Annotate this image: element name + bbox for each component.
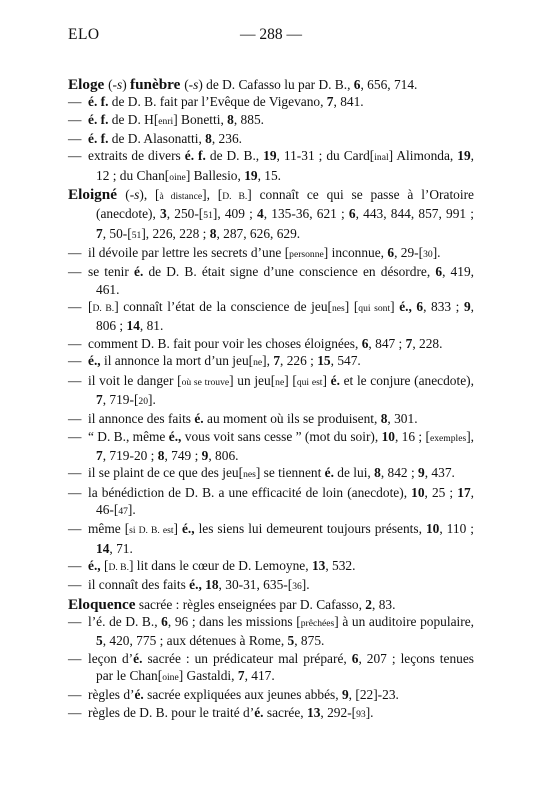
entry-text: ne: [253, 357, 263, 369]
entry-text: [: [88, 299, 93, 315]
entry-text: enri: [158, 115, 174, 127]
entry-dash: —: [68, 131, 82, 147]
entry-text: , 15.: [257, 167, 282, 183]
entry-text: nes: [332, 303, 345, 315]
entry-dash: —: [68, 264, 82, 280]
entry-text: ) de D. Cafasso lu par D. B.,: [198, 77, 354, 92]
headword: funèbre: [130, 76, 185, 93]
entry-text: vous voit sans cesse ” (mot du soir),: [181, 428, 382, 444]
volume-ref: é.,: [88, 557, 101, 573]
entry-text: , 443, 844, 857, 991 ;: [355, 206, 474, 222]
entry-text: 51: [203, 210, 213, 222]
volume-ref: 8: [380, 411, 388, 427]
entry-text: ]: [322, 372, 331, 388]
entry-text: , 30-31, 635-[: [218, 577, 293, 593]
entry-text: , 71.: [109, 540, 133, 556]
entry-text: inal: [374, 152, 389, 164]
entry-dash: —: [68, 650, 82, 666]
entry-text: , 135-36, 621 ;: [263, 206, 349, 222]
sub-entry: [68, 464, 474, 483]
entry-dash: —: [68, 111, 82, 127]
sub-entry: [68, 352, 474, 371]
headword-entry: [68, 596, 474, 613]
sub-entry: [68, 613, 474, 650]
volume-ref: é.,: [168, 428, 182, 444]
entry-text: ],: [262, 353, 274, 369]
entry-text: de D. H[: [108, 111, 159, 127]
sub-entry: [68, 263, 474, 298]
entry-text: comment D. B. fait pour voir les choses éloignées,: [88, 335, 362, 351]
volume-ref: é.: [194, 411, 204, 427]
volume-ref: 6: [435, 264, 443, 280]
entry-text: ]: [390, 299, 400, 315]
entry-text: , 83.: [372, 596, 396, 612]
volume-ref: 2: [365, 596, 372, 612]
entry-text: règles d’: [88, 687, 135, 703]
volume-ref: 18: [205, 577, 219, 593]
volume-ref: 7: [96, 225, 103, 241]
entry-text: si D. B. est: [129, 525, 174, 537]
headword-entry: [68, 76, 474, 93]
sub-entry: [68, 576, 474, 595]
entry-text: il connaît des faits: [88, 577, 190, 593]
entry-text: (: [108, 77, 113, 92]
entry-text: , 29-[: [394, 245, 424, 261]
entry-text: 51: [131, 229, 142, 241]
entry-text: ] Alimonda,: [388, 148, 458, 164]
entry-text: ), [: [139, 187, 160, 203]
entry-text: “ D. B., même: [88, 428, 169, 444]
entry-text: , 806.: [208, 447, 239, 463]
entry-text: , [22]-23.: [348, 687, 399, 703]
entry-text: il annonce la mort d’un jeu[: [100, 353, 254, 369]
entry-text: 47: [118, 505, 128, 517]
entry-text: oine: [169, 171, 186, 183]
entry-dash: —: [68, 299, 82, 315]
entry-text: , 50-[: [102, 225, 132, 241]
entry-text: et le conjure (anecdote),: [339, 372, 474, 388]
entry-dash: —: [68, 428, 82, 444]
entry-text: 20: [138, 395, 148, 407]
volume-ref: 14: [96, 540, 110, 556]
entry-text: de D. B.,: [205, 148, 264, 164]
volume-ref: 13: [307, 704, 321, 720]
sub-entry: [68, 686, 474, 703]
entry-text: -s: [112, 77, 123, 92]
entry-text: ] connaît ce qui se passe à l’Oratoire (anecdote),: [96, 187, 474, 222]
entry-text: se tenir: [88, 264, 134, 280]
headword: Eloge: [68, 76, 109, 93]
volume-ref: 7: [273, 353, 281, 369]
volume-ref: 7: [96, 391, 103, 407]
entry-text: ] Ballesio,: [185, 167, 245, 183]
entry-text: au moment où ils se produisent,: [203, 411, 381, 427]
entry-text: , 12 ; du Chan[: [96, 148, 474, 183]
volume-ref: 19: [457, 148, 471, 164]
volume-ref: 7: [326, 94, 334, 110]
volume-ref: é. f.: [88, 131, 109, 147]
volume-ref: é.,: [181, 521, 195, 537]
volume-ref: 9: [463, 299, 471, 315]
entry-text: (: [125, 187, 130, 203]
volume-ref: 5: [287, 633, 295, 649]
entry-text: sacrée expliquées aux jeunes abbés,: [143, 687, 342, 703]
volume-ref: 6: [361, 335, 369, 351]
entry-text: prêchées: [300, 617, 335, 629]
sub-entry: [68, 428, 474, 465]
volume-ref: 6: [161, 613, 168, 629]
sub-entry: [68, 704, 474, 723]
sub-entry: [68, 372, 474, 411]
running-head: ELO: [68, 26, 100, 43]
entry-text: , 25 ;: [424, 484, 458, 500]
entry-text: ].: [432, 245, 441, 261]
entry-text: qui est: [296, 376, 323, 388]
volume-ref: 8: [209, 225, 217, 241]
volume-ref: é.: [330, 372, 340, 388]
entry-text: ], 226, 228 ;: [141, 225, 210, 241]
sub-entry: [68, 298, 474, 335]
page-header: [68, 26, 474, 46]
sub-entry: [68, 484, 474, 521]
volume-ref: 8: [157, 447, 165, 463]
entry-text: , 806 ;: [96, 299, 474, 334]
entry-text: de D. B. fait par l’Evêque de Vigevano,: [108, 94, 327, 110]
entry-text: , 847 ;: [368, 335, 406, 351]
entry-text: , 842 ;: [380, 465, 419, 481]
entry-text: ] [: [344, 299, 359, 315]
entry-text: oine: [162, 672, 179, 683]
volume-ref: 19: [244, 167, 258, 183]
entry-text: D. B.: [108, 561, 129, 573]
sub-entry: [68, 130, 474, 147]
entry-dash: —: [68, 557, 82, 573]
volume-ref: é.: [324, 465, 334, 481]
entry-text: , 719-[: [102, 391, 139, 407]
entry-text: ): [122, 77, 131, 92]
sub-entry: [68, 335, 474, 352]
entry-text: , 841.: [333, 94, 364, 110]
entry-text: qui sont: [358, 303, 391, 315]
index-entries: [68, 76, 474, 723]
page-number: — 288 —: [240, 26, 302, 43]
entry-text: , 420, 775 ; aux détenues à Rome,: [102, 633, 288, 649]
sub-entry: [68, 520, 474, 557]
volume-ref: é.,: [88, 353, 101, 369]
sub-entry: [68, 244, 474, 263]
entry-text: , 417.: [244, 668, 275, 683]
entry-dash: —: [68, 335, 82, 351]
entry-text: ] Bonetti,: [173, 111, 228, 127]
entry-text: sacrée : règles enseignées par D. Cafasso,: [135, 596, 366, 612]
entry-dash: —: [68, 484, 82, 500]
sub-entry: [68, 111, 474, 130]
entry-text: à distance: [159, 191, 203, 203]
entry-text: de D. Alasonatti,: [108, 131, 206, 147]
volume-ref: é.: [134, 687, 144, 703]
entry-dash: —: [68, 687, 82, 703]
entry-text: de D. B. était signe d’une conscience en désordre,: [143, 264, 436, 280]
entry-text: D. B.: [92, 303, 115, 315]
volume-ref: 4: [257, 206, 264, 222]
sub-entry: [68, 410, 474, 427]
entry-text: , 532.: [325, 557, 356, 573]
entry-text: ] lit dans le cœur de D. Lemoyne,: [128, 557, 312, 573]
entry-text: ] inconnue,: [323, 245, 388, 261]
entry-text: , 301.: [387, 411, 418, 427]
entry-text: D. B.: [222, 191, 248, 203]
volume-ref: 10: [381, 428, 395, 444]
volume-ref: é. f.: [88, 94, 109, 110]
volume-ref: é.: [133, 650, 143, 666]
entry-dash: —: [68, 577, 82, 593]
entry-dash: —: [68, 704, 82, 720]
volume-ref: é. f.: [184, 148, 206, 164]
volume-ref: 7: [237, 668, 245, 683]
entry-text: , 228.: [412, 335, 443, 351]
volume-ref: 3: [160, 206, 167, 222]
entry-text: ].: [148, 391, 156, 407]
volume-ref: 10: [411, 484, 425, 500]
entry-text: (: [184, 77, 189, 92]
entry-text: , 46-[: [96, 484, 474, 517]
entry-text: , 81.: [139, 318, 164, 334]
entry-text: , 885.: [233, 111, 264, 127]
entry-text: , 419, 461.: [96, 264, 474, 297]
entry-text: , 236.: [211, 131, 242, 147]
sub-entry: [68, 650, 474, 687]
sub-entry: [68, 557, 474, 576]
entry-dash: —: [68, 613, 82, 629]
entry-text: sacrée : un prédicateur mal préparé,: [142, 650, 352, 666]
headword: Eloquence: [68, 595, 136, 613]
volume-ref: 8: [374, 465, 381, 481]
entry-text: il annonce des faits: [88, 411, 195, 427]
entry-text: l’é. de D. B.,: [88, 613, 162, 629]
entry-text: même [: [88, 521, 130, 537]
entry-text: , 287, 626, 629.: [216, 225, 301, 241]
entry-text: ] connaît l’état de la conscience de jeu[: [114, 299, 332, 315]
entry-text: ]: [173, 521, 182, 537]
entry-text: de lui,: [333, 465, 375, 481]
entry-text: ].: [301, 577, 310, 593]
volume-ref: é.: [254, 704, 264, 720]
entry-text: [: [100, 557, 109, 573]
entry-text: leçon d’: [88, 650, 134, 666]
volume-ref: 8: [205, 131, 212, 147]
entry-text: ne: [275, 376, 285, 388]
entry-text: ] à un auditoire populaire,: [334, 613, 474, 629]
volume-ref: 17: [457, 484, 471, 500]
entry-text: , 875.: [294, 633, 325, 649]
volume-ref: 6: [416, 299, 424, 315]
entry-text: il se plaint de ce que des jeu[: [88, 465, 244, 481]
entry-dash: —: [68, 521, 82, 537]
volume-ref: 10: [425, 521, 440, 537]
entry-text: , 96 ; dans les missions [: [167, 613, 301, 629]
entry-text: , 719-20 ;: [102, 447, 158, 463]
entry-text: , 292-[: [320, 704, 357, 720]
entry-text: ],: [466, 428, 475, 444]
entry-text: , 207 ; leçons tenues par le Chan[: [96, 650, 474, 683]
entry-text: il voit le danger [: [88, 372, 182, 388]
volume-ref: 6: [353, 77, 361, 92]
entry-text: ], [: [202, 187, 223, 203]
entry-dash: —: [68, 353, 82, 369]
entry-text: personne: [289, 249, 324, 261]
volume-ref: é.: [134, 264, 144, 280]
entry-text: , 656, 714.: [360, 77, 418, 92]
volume-ref: 6: [387, 245, 395, 261]
entry-text: , 11-31 ; du Card[: [276, 148, 375, 164]
entry-text: , 547.: [330, 353, 361, 369]
entry-text: -s: [129, 187, 140, 203]
sub-entry: [68, 93, 474, 110]
entry-text: exemples: [429, 432, 467, 444]
volume-ref: 9: [418, 465, 425, 481]
entry-text: les siens lui demeurent toujours présents,: [194, 521, 426, 537]
entry-text: la bénédiction de D. B. a une efficacité de loin (anecdote),: [88, 484, 412, 500]
entry-text: nes: [243, 469, 256, 481]
entry-dash: —: [68, 372, 82, 388]
entry-text: , 110 ;: [439, 521, 474, 537]
entry-text: ].: [365, 704, 374, 720]
entry-text: , 749 ;: [164, 447, 202, 463]
volume-ref: é. f.: [88, 111, 109, 127]
headword-entry: [68, 186, 474, 244]
entry-text: , 833 ;: [423, 299, 464, 315]
entry-text: 36: [292, 581, 302, 593]
volume-ref: 9: [341, 687, 349, 703]
entry-text: , 226 ;: [280, 353, 318, 369]
entry-text: règles de D. B. pour le traité d’: [88, 704, 255, 720]
entry-dash: —: [68, 148, 82, 164]
entry-text: ], 409 ;: [212, 206, 258, 222]
entry-text: , 437.: [424, 465, 455, 481]
volume-ref: 6: [351, 650, 359, 666]
entry-text: ] [: [284, 372, 297, 388]
volume-ref: 5: [96, 633, 103, 649]
volume-ref: é.,: [189, 577, 202, 593]
entry-text: il dévoile par lettre les secrets d’une [: [88, 245, 290, 261]
volume-ref: 6: [348, 206, 356, 222]
volume-ref: 15: [317, 353, 331, 369]
entry-text: 30: [423, 249, 433, 261]
volume-ref: 9: [201, 447, 209, 463]
entry-text: -s: [188, 77, 199, 92]
entry-dash: —: [68, 465, 82, 481]
volume-ref: é.,: [399, 299, 412, 315]
entry-text: extraits de divers: [88, 148, 185, 164]
entry-text: où se trouve: [181, 376, 230, 388]
entry-text: ] Gastaldi,: [178, 668, 238, 683]
entry-text: , 250-[: [166, 206, 204, 222]
entry-dash: —: [68, 245, 82, 261]
entry-text: sacrée,: [263, 704, 308, 720]
entry-dash: —: [68, 94, 82, 110]
entry-dash: —: [68, 411, 82, 427]
entry-text: 93: [356, 708, 366, 720]
sub-entry: [68, 147, 474, 186]
volume-ref: 19: [263, 148, 277, 164]
entry-text: ].: [127, 501, 136, 517]
entry-text: ] un jeu[: [229, 372, 276, 388]
volume-ref: 7: [405, 335, 413, 351]
volume-ref: 13: [311, 557, 326, 573]
entry-text: , 16 ; [: [394, 428, 430, 444]
volume-ref: 8: [227, 111, 234, 127]
entry-text: ] se tiennent: [255, 465, 325, 481]
volume-ref: 14: [126, 318, 140, 334]
headword: Eloigné: [68, 186, 126, 204]
volume-ref: 7: [96, 447, 103, 463]
